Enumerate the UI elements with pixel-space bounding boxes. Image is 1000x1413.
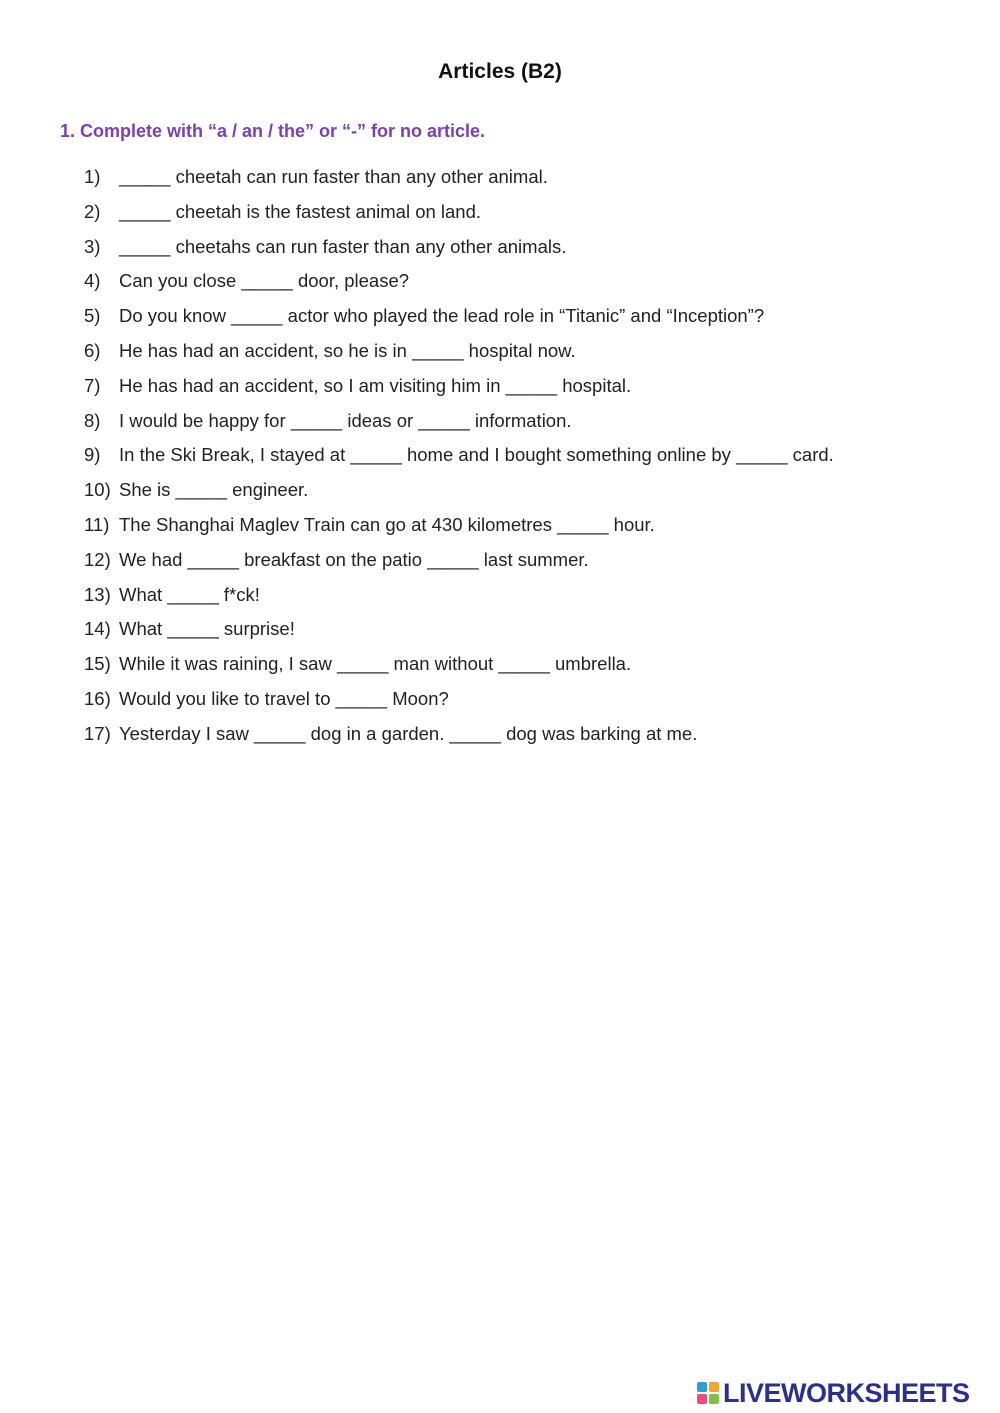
exercise-number: 6) <box>84 339 101 361</box>
exercise-sentence: _____ cheetah is the fastest animal on land. <box>119 200 482 222</box>
exercise-sentence: _____ cheetahs can run faster than any other animals. <box>119 235 567 257</box>
exercise-sentence: We had _____ breakfast on the patio _____ last summer. <box>119 548 589 570</box>
exercise-item <box>84 548 964 583</box>
exercise-sentence: Yesterday I saw _____ dog in a garden. _____ dog was barking at me. <box>119 722 698 744</box>
exercise-number: 3) <box>84 235 101 257</box>
exercise-number: 16) <box>84 687 111 709</box>
exercise-item <box>84 687 964 722</box>
exercise-sentence: Do you know _____ actor who played the lead role in “Titanic” and “Inception”? <box>119 305 765 327</box>
exercise-list <box>84 165 964 757</box>
exercise-sentence: The Shanghai Maglev Train can go at 430 kilometres _____ hour. <box>119 513 655 535</box>
exercise-number: 14) <box>84 618 111 640</box>
exercise-number: 1) <box>84 166 101 187</box>
exercise-number: 8) <box>84 409 101 431</box>
exercise-sentence: What _____ surprise! <box>119 618 295 640</box>
exercise-number: 7) <box>84 374 101 396</box>
page-title: Articles (B2) <box>438 60 562 83</box>
exercise-item <box>84 235 964 270</box>
exercise-item <box>84 478 964 513</box>
exercise-number: 17) <box>84 722 111 744</box>
exercise-sentence: I would be happy for _____ ideas or _____ information. <box>119 409 572 431</box>
logo-tile <box>709 1394 719 1404</box>
logo-tile <box>697 1394 707 1404</box>
exercise-sentence: Would you like to travel to _____ Moon? <box>119 687 449 709</box>
exercise-sentence: He has had an accident, so I am visiting him in _____ hospital. <box>119 374 632 396</box>
liveworksheets-logo-icon <box>697 1382 719 1404</box>
exercise-item <box>84 304 964 339</box>
exercise-sentence: Can you close _____ door, please? <box>119 270 410 292</box>
exercise-number: 11) <box>84 513 110 535</box>
exercise-sentence: In the Ski Break, I stayed at _____ home and I bought something online by _____ card. <box>119 444 834 466</box>
exercise-number: 15) <box>84 653 111 675</box>
exercise-item <box>84 443 964 478</box>
exercise-sentence: She is _____ engineer. <box>119 479 309 501</box>
exercise-number: 10) <box>84 479 111 501</box>
exercise-number: 2) <box>84 200 101 222</box>
logo-tile <box>697 1382 707 1392</box>
exercise-item <box>84 200 964 235</box>
exercise-number: 9) <box>84 444 101 466</box>
exercise-number: 5) <box>84 305 101 327</box>
exercise-item <box>84 409 964 444</box>
exercise-item <box>84 617 964 652</box>
exercise-item <box>84 722 964 757</box>
exercise-sentence: _____ cheetah can run faster than any other animal. <box>119 166 548 187</box>
exercise-number: 13) <box>84 583 111 605</box>
liveworksheets-logo <box>697 1375 970 1411</box>
logo-tile <box>709 1382 719 1392</box>
exercise-sentence: What _____ f*ck! <box>119 583 260 605</box>
exercise-item <box>84 339 964 374</box>
exercise-sentence: While it was raining, I saw _____ man without _____ umbrella. <box>119 653 632 675</box>
exercise-instruction: 1. Complete with “a / an / the” or “-” for no article. <box>60 121 486 141</box>
exercise-item <box>84 374 964 409</box>
exercise-item <box>84 583 964 618</box>
exercise-item <box>84 513 964 548</box>
exercise-sentence: He has had an accident, so he is in _____ hospital now. <box>119 339 576 361</box>
exercise-number: 4) <box>84 270 101 292</box>
exercise-item <box>84 652 964 687</box>
exercise-number: 12) <box>84 548 111 570</box>
logo-text: LIVEWORKSHEETS <box>723 1377 970 1408</box>
exercise-item <box>84 165 964 200</box>
exercise-item <box>84 269 964 304</box>
